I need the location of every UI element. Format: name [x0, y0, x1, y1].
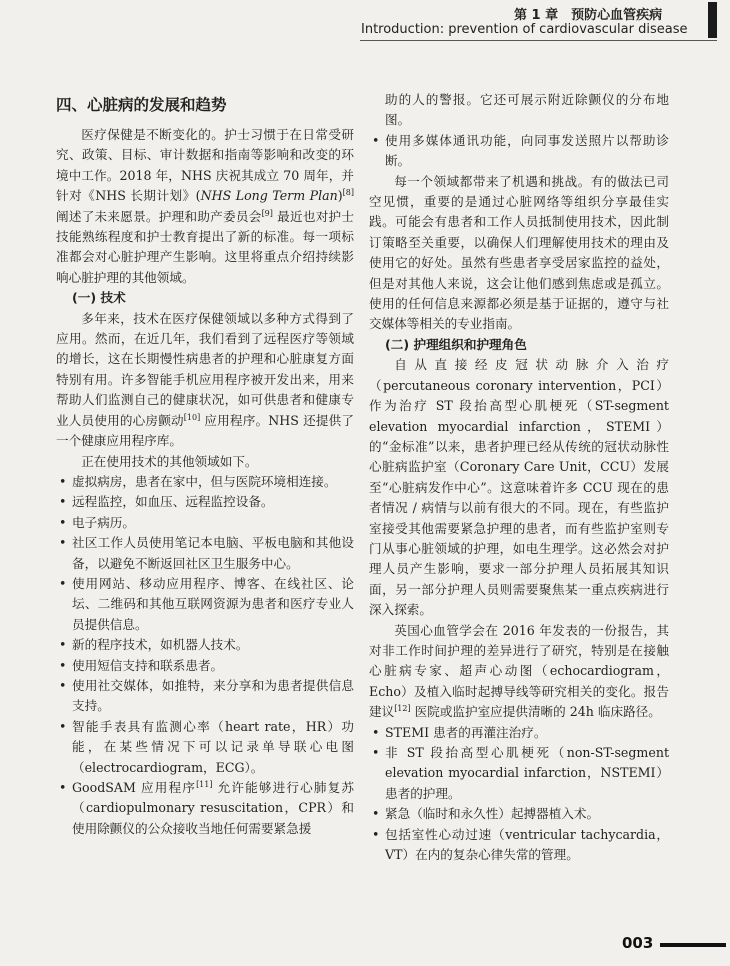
list-item: • STEMI 患者的再灌注治疗。	[369, 723, 669, 743]
right-column	[369, 90, 669, 865]
technology-paragraph: 多年来，技术在医疗保健领域以多种方式得到了应用。然而，在近几年，我们看到了远程医疗等领域的增长，这在长期慢性病患者的护理和心脏康复方面特别有用。许多智能手机应用程序被开发出来，用来帮助人们监测自己的健康状况，如可供患者和健康专业人员使用的心房颤动[10] 应用程序。NHS 还提供了一个健康应用程序库。	[56, 310, 354, 449]
left-column	[56, 94, 354, 839]
list-item: • 智能手表具有监测心率（heart rate，HR）功能，在某些情况下可以记录单导联心电图（electrocardiogram，ECG）。	[56, 717, 354, 778]
list-intro: 正在使用技术的其他领域如下。	[81, 453, 258, 469]
page-number: 003	[622, 934, 654, 952]
list-item: • 包括室性心动过速（ventricular tachycardia，VT）在内的复杂心律失常的管理。	[369, 825, 669, 866]
list-item: • 虚拟病房，患者在家中，但与医院环境相连接。	[56, 472, 354, 492]
section-heading: 四、心脏病的发展和趋势	[56, 96, 227, 114]
list-item: • 新的程序技术，如机器人技术。	[56, 635, 354, 655]
subheading-nursing: (二) 护理组织和护理角色	[385, 336, 527, 352]
list-item: • 社区工作人员使用笔记本电脑、平板电脑和其他设备，以避免不断返回社区卫生服务中心。	[56, 533, 354, 574]
page-number-rule	[660, 943, 726, 947]
header-rule	[360, 40, 717, 41]
challenges-paragraph: 每一个领域都带来了机遇和挑战。有的做法已司空见惯，重要的是通过心脏网络等组织分享最佳实践。可能会有患者和工作人员抵制使用技术，因此制订策略至关重要，以确保人们理解使用技术的理由及使用它的好处。虽然有些患者享受居家监控的益处，但是对其他人来说，这会让他们感到焦虑或是孤立。使用的任何信息来源都必须是基于证据的，遵守与社交媒体等相关的专业指南。	[369, 173, 669, 332]
list-item: • 使用多媒体通讯功能，向同事发送照片以帮助诊断。	[369, 131, 669, 172]
pci-paragraph: 自从直接经皮冠状动脉介入治疗（percutaneous coronary intervention，PCI）作为治疗 ST 段抬高型心肌梗死（ST-segment elevation myocardial infarction，STEMI）的“金标准”以来，患者护理已经从传统的冠状动脉性心脏病监护室（Coronary Care Unit，CCU）发展至“心脏病发作中心”。这意味着许多 CCU 现在的患者情况 / 病情与以前有很大的不同。现在，有些监护室接受其他需要紧急护理的患者，而有些监护室则专门从事心脏领域的护理，如电生理学。这必然会对护理人员产生影响，要求一部分护理人员拓展其知识面，另一部分护理人员则需要聚焦某一重点疾病进行深入探索。	[369, 357, 669, 618]
bcs-paragraph: 英国心血管学会在 2016 年发表的一份报告，其对非工作时间护理的差异进行了研究，特别是在接触心脏病专家、超声心动图（echocardiogram，Echo）及植入临时起搏导线等研究相关的变化。报告建议[12] 医院或监护室应提供清晰的 24h 临床路径。	[369, 622, 669, 720]
intro-paragraph: 医疗保健是不断变化的。护士习惯于在日常受研究、政策、目标、审计数据和指南等影响和改变的环境中工作。2018 年，NHS 庆祝其成立 70 周年，并针对《NHS 长期计划》(NHS Long Term Plan)[8] 阐述了未来愿景。护理和助产委员会[9] 最近也对护士技能熟练程度和护士教育提出了新的标准。每一项标准都会对心脏护理产生影响。这里将重点介绍持续影响心脏护理的其他领域。	[56, 127, 355, 285]
list-item: • 使用短信支持和联系患者。	[56, 656, 354, 676]
citation: [9]	[261, 208, 273, 218]
subheading-technology: (一) 技术	[72, 290, 126, 306]
header-bar	[708, 2, 717, 38]
continued-text: 助的人的警报。它还可展示附近除颤仪的分布地图。	[385, 92, 669, 128]
citation: [12]	[394, 704, 411, 713]
pathway-list	[369, 723, 669, 866]
list-item: • 紧急（临时和永久性）起搏器植入术。	[369, 804, 669, 824]
citation: [10]	[183, 412, 201, 422]
list-item: • 非 ST 段抬高型心肌梗死（non-ST-segment elevation myocardial infarction，NSTEMI）患者的护理。	[369, 743, 669, 804]
chapter-subtitle: Introduction: prevention of cardiovascular disease	[361, 22, 688, 37]
list-item: • 电子病历。	[56, 513, 354, 533]
media-list	[369, 131, 669, 172]
citation: [8]	[342, 188, 355, 198]
chapter-title: 第 1 章 预防心血管疾病	[514, 8, 663, 23]
list-item: • 远程监控，如血压、远程监控设备。	[56, 492, 354, 512]
list-item: • 使用网站、移动应用程序、博客、在线社区、论坛、二维码和其他互联网资源为患者和医疗专业人员提供信息。	[56, 574, 354, 635]
list-item: • GoodSAM 应用程序[11] 允许能够进行心肺复苏（cardiopulmonary resuscitation，CPR）和使用除颤仪的公众接收当地任何需要紧急援	[56, 778, 354, 839]
technology-list	[56, 472, 354, 839]
list-item: • 使用社交媒体，如推特，来分享和为患者提供信息支持。	[56, 676, 354, 717]
citation: [11]	[196, 779, 213, 789]
